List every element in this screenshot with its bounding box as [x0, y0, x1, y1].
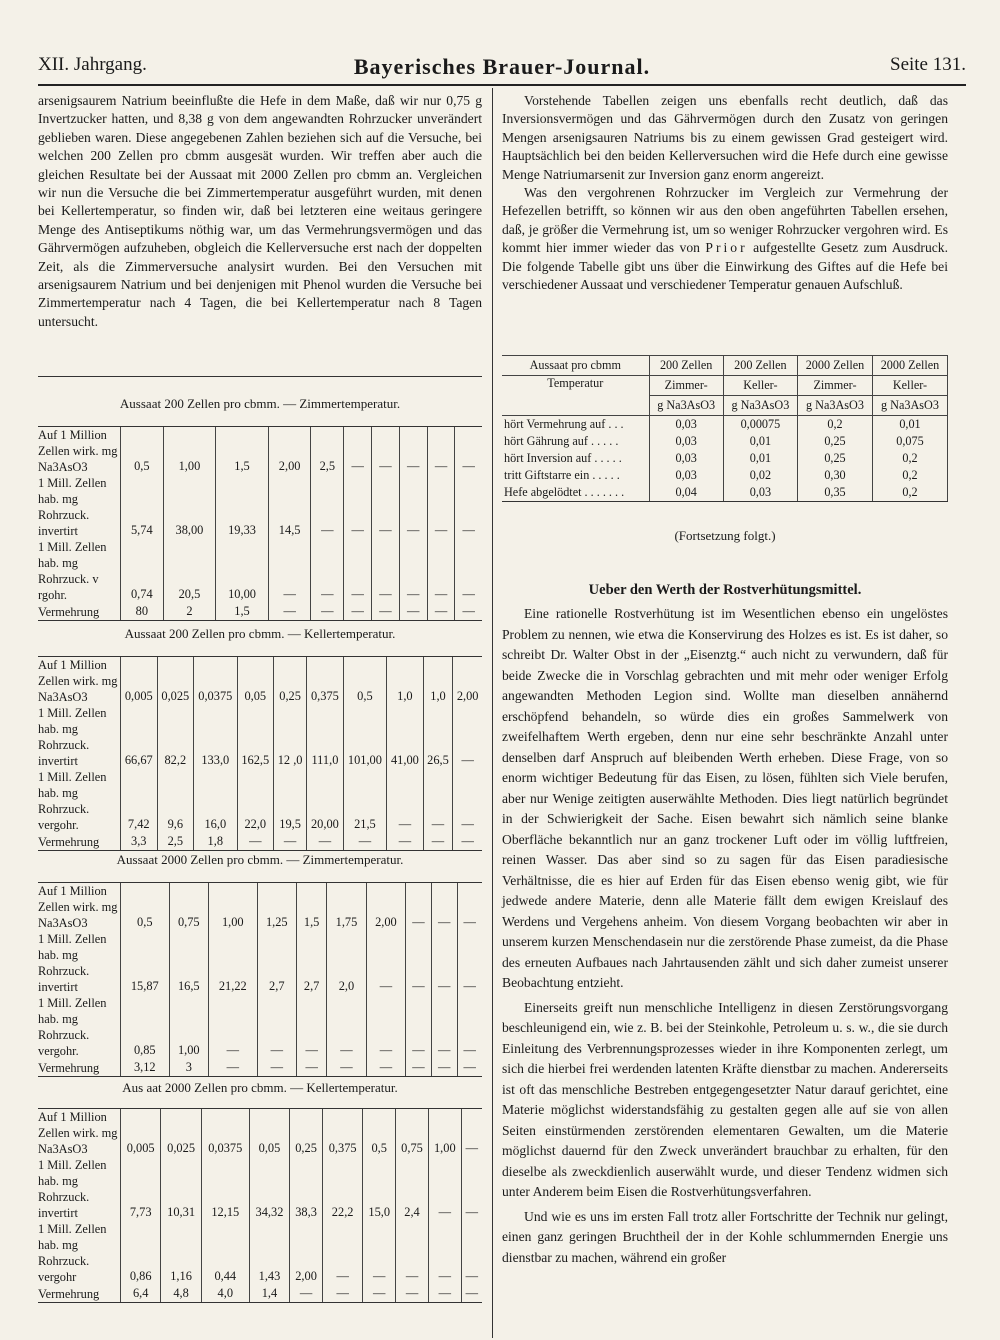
table-cell: — [237, 833, 274, 851]
row-label: Auf 1 Million Zellen wirk. mg Na3AsO3 [38, 883, 121, 932]
row-label: Vermehrung [38, 833, 121, 851]
article-body [502, 604, 948, 1272]
header-rule [38, 84, 966, 86]
row-label: hört Vermehrung auf . . . [502, 416, 649, 434]
table-cell: 15,0 [363, 1157, 396, 1221]
right-paragraph-2-part-a: Was den vergohrenen Rohrzucker im Vergleich zur Vermehrung der Hefezellen betrifft, so können wir aus den oben angeführten Tabellen ersehen, daß, je größer die Vermehrung ist, um so weniger Rohrzucker vergohren wird. Es kommt hier immer wieder das von [502, 185, 948, 256]
table-1-title: Aussaat 200 Zellen pro cbmm. — Zimmertemperatur. [119, 396, 401, 411]
table-2-title: Aussaat 200 Zellen pro cbmm. — Kellertemperatur. [124, 626, 396, 641]
row-label: Auf 1 Million Zellen wirk. mg Na3AsO3 [38, 657, 121, 706]
table-cell: 0,35 [797, 484, 872, 502]
table-cell: — [399, 427, 427, 476]
column-divider [492, 88, 493, 1338]
table-cell: — [431, 883, 457, 932]
table-cell: 0,01 [723, 433, 797, 450]
table-cell: 19,5 [274, 769, 307, 833]
table-cell: — [461, 1285, 482, 1303]
table-cell: — [311, 475, 344, 539]
table-cell: 0,05 [249, 1109, 289, 1158]
article-title: Ueber den Werth der Rostverhütungsmittel. [588, 582, 862, 598]
table-cell: 0,85 [121, 995, 170, 1059]
table-row [38, 769, 482, 833]
summary-unit-4: g Na3AsO3 [872, 396, 947, 416]
table-cell: 20,00 [307, 769, 344, 833]
right-column-text [502, 92, 948, 294]
table-cell: — [431, 1059, 457, 1077]
row-label: tritt Giftstarre ein . . . . . [502, 467, 649, 484]
table-cell: — [428, 1221, 461, 1285]
table-cell: — [327, 1059, 366, 1077]
table-row [502, 484, 948, 502]
table-cell: 2,00 [268, 427, 311, 476]
row-label: 1 Mill. Zellen hab. mg Rohrzuck. invertirt [38, 932, 107, 994]
table-cell: 0,00075 [723, 416, 797, 434]
table-cell: 0,30 [797, 467, 872, 484]
table-cell: 7,42 [121, 769, 158, 833]
table-cell: 0,03 [649, 416, 723, 434]
table-cell: 3 [169, 1059, 208, 1077]
table-cell: 9,6 [157, 769, 194, 833]
table-cell: 1,25 [257, 883, 296, 932]
table-cell: — [344, 539, 372, 603]
summary-col-3: 2000 Zellen [797, 356, 872, 376]
table-cell: 0,03 [649, 450, 723, 467]
journal-title: Bayerisches Brauer-Journal. [353, 54, 651, 79]
table-cell: 10,00 [216, 539, 269, 603]
table-cell: — [209, 1059, 258, 1077]
table-cell: 19,33 [216, 475, 269, 539]
table-cell: — [322, 1285, 362, 1303]
table-cell: — [327, 995, 366, 1059]
page-number: Seite 131. [890, 54, 966, 75]
row-label: 1 Mill. Zellen hab. mg Rohrzuck. vergohr [38, 1222, 107, 1284]
table-cell: — [406, 883, 432, 932]
table-row [38, 603, 482, 621]
table-cell: — [363, 1285, 396, 1303]
table-3-title: Aussaat 2000 Zellen pro cbmm. — Zimmertemperatur. [116, 852, 404, 867]
table-cell: — [257, 1059, 296, 1077]
table-cell: — [461, 1221, 482, 1285]
table-cell: — [307, 833, 344, 851]
table-cell: 15,87 [121, 931, 170, 995]
table-cell: 0,05 [237, 657, 274, 706]
table-1 [38, 426, 482, 621]
article-paragraph-1: Eine rationelle Rostverhütung ist im Wesentlichen ebenso ein ungelöstes Problem zu nennen, wie etwa die Konservirung des Holzes es ist. Es ist daher, so schreibt Dr. Walter Obst in der „Eisenztg.“ auch nicht zu verwundern, daß für beide Zwecke die in Vorschlag gebrachten und mit mehr oder weniger Erfolg angewandten Methoden Legion sind. Wollte man dieselben annähernd erschöpfend behandeln, so würde dies ein großes Sammelwerk von zweifelhaftem Werth ergeben, denn nur eine sehr beschränkte Anzahl unter denselben darf Anspruch auf bleibenden Werth erheben. Diese Frage, von so enorm wichtiger Bedeutung für das Eisen, zu lösen, fühlten sich Viele berufen, aber nur Wenige zeitigten auserwählte Methoden. Dies liegt natürlich begründet in der Schwierigkeit der Sache. Eisen bewahrt sich nämlich seine blanke Oberfläche bekanntlich nur an ganz trockener Luft oder im völlig luftfreien, reinen Wasser. Das aber sind so zu sagen für das Eisen paradiesische Verhältnisse, die es hier auf Erden für das Eisen ebenso wenig gibt, wie für jedwede andere Materie, denn alle Materie fällt dem ewigen Kreislauf des Werdens und Vergehens anheim. Von diesem Vorgang beobachten wir aber in unserem kurzen Menschendasein nur die zerstörende Phase zumeist, da die Phase des erneuten Aufbaues nach Jahrtausenden zählt und sich daher zumeist unserer Beobachtung entzieht. [502, 606, 948, 990]
table-cell: — [396, 1221, 429, 1285]
row-label: hört Inversion auf . . . . . [502, 450, 649, 467]
table-row [38, 931, 482, 995]
table-cell: 0,03 [723, 484, 797, 502]
table-cell: 0,74 [121, 539, 164, 603]
table-row [38, 657, 482, 706]
table-cell: — [372, 539, 400, 603]
row-label: 1 Mill. Zellen hab. mg Rohrzuck. invertirt [38, 476, 107, 538]
left-column-text [38, 92, 482, 331]
table-cell: 1,5 [216, 427, 269, 476]
table-cell: 12 ,0 [274, 705, 307, 769]
page-header [38, 54, 966, 84]
table-row [502, 450, 948, 467]
row-label: Auf 1 Million Zellen wirk. mg Na3AsO3 [38, 1109, 121, 1158]
table-cell: 20,5 [163, 539, 216, 603]
article-paragraph-2: Einerseits greift nun menschliche Intelligenz in diesen Zerstörungsvorgang beschleunigend ein, wie z. B. bei der Steinkohle, Petroleum u. s. w., die sie durch Einleitung des Verbrennungsprozesses wieder in ihre Komponenten zerlegt, um sich die hierbei frei werdenden latenten Kräfte dienstbar zu machen. Andererseits ist oft das menschliche Bestreben entgegengesetzter Natur darauf gerichtet, eine Materie möglichst widerstandsfähig zu gestalten gegen alle auf sie von allen Seiten einstürmenden zerstörenden elementaren Gewalten, um die Materie möglichst dauernd für den Zweck unverändert brauchbar zu erhalten, für den dieselbe als zweckdienlich auserwählt wurde, und dieser Tendenz widmen sich unter Anderem beim Eisen die Rostverhütungsverfahren. [502, 999, 948, 1199]
table-cell: — [457, 1059, 482, 1077]
table-cell: 80 [121, 603, 164, 621]
summary-unit-1: g Na3AsO3 [649, 396, 723, 416]
summary-header-temp: Temperatur [502, 376, 649, 416]
table-cell: — [427, 427, 455, 476]
table-cell: — [427, 603, 455, 621]
table-cell: 16,5 [169, 931, 208, 995]
table-cell: 1,5 [297, 883, 327, 932]
table-row [38, 1221, 482, 1285]
summary-unit-2: g Na3AsO3 [723, 396, 797, 416]
table-cell: — [290, 1285, 323, 1303]
table-cell: — [453, 705, 482, 769]
table-cell: — [297, 1059, 327, 1077]
table-cell: 41,00 [387, 705, 424, 769]
table-cell: — [343, 833, 386, 851]
continuation-note: (Fortsetzung folgt.) [674, 528, 776, 543]
table-cell: 0,5 [121, 427, 164, 476]
table-cell: 0,005 [121, 1109, 161, 1158]
table-cell: 0,5 [343, 657, 386, 706]
table-cell: — [366, 931, 405, 995]
row-label: Vermehrung [38, 603, 121, 621]
table-cell: 1,43 [249, 1221, 289, 1285]
table-cell: 0,2 [872, 467, 947, 484]
table-cell: 3,12 [121, 1059, 170, 1077]
table-cell: 0,0375 [201, 1109, 249, 1158]
table-cell: 12,15 [201, 1157, 249, 1221]
table-cell: 2 [163, 603, 216, 621]
table-cell: 0,25 [797, 433, 872, 450]
table-row [38, 1059, 482, 1077]
table-cell: — [366, 995, 405, 1059]
table-row [38, 1285, 482, 1303]
table-cell: — [427, 539, 455, 603]
table-cell: 1,16 [161, 1221, 201, 1285]
table-cell: 6,4 [121, 1285, 161, 1303]
table-row [38, 539, 482, 603]
table-cell: 22,0 [237, 769, 274, 833]
table-cell: 0,0375 [194, 657, 237, 706]
table-cell: 0,375 [307, 657, 344, 706]
table-row [38, 475, 482, 539]
table-cell: 21,22 [209, 931, 258, 995]
table-cell: — [372, 475, 400, 539]
table-cell: 162,5 [237, 705, 274, 769]
row-label: 1 Mill. Zellen hab. mg Rohrzuck. v rgohr. [38, 540, 107, 602]
summary-temp-2: Keller- [723, 376, 797, 396]
table-cell: 2,7 [297, 931, 327, 995]
author-prior: Prior [705, 240, 748, 256]
table-cell: 38,3 [290, 1157, 323, 1221]
table-cell: 2,00 [366, 883, 405, 932]
table-cell: — [387, 833, 424, 851]
table-cell: — [431, 995, 457, 1059]
table-cell: — [406, 931, 432, 995]
table-cell: 22,2 [322, 1157, 362, 1221]
table-cell: 4,0 [201, 1285, 249, 1303]
table-cell: 26,5 [423, 705, 453, 769]
table-row [38, 833, 482, 851]
table-row [38, 883, 482, 932]
table-cell: — [311, 603, 344, 621]
table-cell: 0,2 [872, 450, 947, 467]
table-cell: 111,0 [307, 705, 344, 769]
table-cell: 0,75 [169, 883, 208, 932]
table-cell: — [297, 995, 327, 1059]
table-cell: — [372, 603, 400, 621]
table-3 [38, 882, 482, 1077]
article-paragraph-3: Und wie es uns im ersten Fall trotz aller Fortschritte der Technik nur gelingt, einen ganz geringen Bruchtheil der in der Kohle schlummernden Energie uns dienstbar zu machen, während ein großer [502, 1208, 948, 1265]
summary-unit-3: g Na3AsO3 [797, 396, 872, 416]
row-label: Hefe abgelödtet . . . . . . . [502, 484, 649, 502]
table-row [38, 995, 482, 1059]
table-cell: — [257, 995, 296, 1059]
table-cell: 0,5 [121, 883, 170, 932]
table-cell: 133,0 [194, 705, 237, 769]
row-label: 1 Mill. Zellen hab. mg Rohrzuck. invertirt [38, 1158, 107, 1220]
table-cell: — [311, 539, 344, 603]
table-cell: 1,00 [169, 995, 208, 1059]
table-row [502, 467, 948, 484]
table-cell: 0,01 [872, 416, 947, 434]
row-label: 1 Mill. Zellen hab. mg Rohrzuck. vergohr. [38, 996, 107, 1058]
volume-label: XII. Jahrgang. [38, 54, 147, 75]
table-cell: 1,4 [249, 1285, 289, 1303]
table-cell: — [455, 475, 482, 539]
table-cell: 101,00 [343, 705, 386, 769]
table-cell: — [453, 833, 482, 851]
table-cell: 2,00 [453, 657, 482, 706]
table-cell: — [274, 833, 307, 851]
table-cell: — [209, 995, 258, 1059]
table-cell: 38,00 [163, 475, 216, 539]
table-cell: — [406, 995, 432, 1059]
table-cell: 0,375 [322, 1109, 362, 1158]
table-cell: — [399, 475, 427, 539]
table-cell: 0,025 [157, 657, 194, 706]
separator-rule [38, 376, 482, 377]
table-cell: 0,25 [290, 1109, 323, 1158]
row-label: Auf 1 Million Zellen wirk. mg Na3AsO3 [38, 427, 121, 476]
summary-header-aussaat: Aussaat pro cbmm [502, 356, 649, 376]
table-cell: 21,5 [343, 769, 386, 833]
table-cell: 2,5 [157, 833, 194, 851]
table-cell: — [455, 427, 482, 476]
table-row [502, 416, 948, 434]
table-4-title: Aus aat 2000 Zellen pro cbmm. — Kellertemperatur. [122, 1080, 398, 1095]
table-cell: — [406, 1059, 432, 1077]
table-cell: 2,00 [290, 1221, 323, 1285]
table-4 [38, 1108, 482, 1303]
right-paragraph-2 [502, 184, 948, 294]
table-2 [38, 656, 482, 851]
table-cell: 1,75 [327, 883, 366, 932]
table-cell: 0,01 [723, 450, 797, 467]
table-cell: — [372, 427, 400, 476]
summary-temp-4: Keller- [872, 376, 947, 396]
table-cell: — [457, 931, 482, 995]
right-paragraph-1: Vorstehende Tabellen zeigen uns ebenfalls recht deutlich, daß das Inversionsvermögen und das Gährvermögen durch den Zusatz von geringen Mengen arsenigsauren Natriums bis zu einem gewissen Grad gesteigert wird. Hauptsächlich bei den beiden Kellerversuchen wird die Hefe durch eine gewisse Menge Natriumarsenit zur Inversion ganz enorm angereizt. [502, 93, 948, 182]
summary-col-2: 200 Zellen [723, 356, 797, 376]
table-cell: — [396, 1285, 429, 1303]
table-cell: 0,75 [396, 1109, 429, 1158]
table-cell: 0,2 [797, 416, 872, 434]
table-cell: 0,25 [797, 450, 872, 467]
table-cell: — [455, 603, 482, 621]
table-cell: — [457, 995, 482, 1059]
table-cell: — [453, 769, 482, 833]
table-cell: 0,075 [872, 433, 947, 450]
table-cell: — [399, 539, 427, 603]
summary-temp-3: Zimmer- [797, 376, 872, 396]
table-row [38, 1157, 482, 1221]
table-cell: 0,86 [121, 1221, 161, 1285]
table-cell: — [428, 1285, 461, 1303]
table-cell: — [455, 539, 482, 603]
table-row [38, 1109, 482, 1158]
table-cell: 0,03 [649, 433, 723, 450]
table-cell: 1,8 [194, 833, 237, 851]
table-cell: 0,2 [872, 484, 947, 502]
row-label: 1 Mill. Zellen hab. mg Rohrzuck. vergohr. [38, 770, 107, 832]
table-cell: — [431, 931, 457, 995]
table-cell: — [268, 539, 311, 603]
table-cell: 0,02 [723, 467, 797, 484]
table-cell: 1,0 [423, 657, 453, 706]
table-cell: 2,7 [257, 931, 296, 995]
table-cell: 14,5 [268, 475, 311, 539]
table-cell: — [344, 427, 372, 476]
table-cell: 0,44 [201, 1221, 249, 1285]
table-cell: — [461, 1157, 482, 1221]
row-label: 1 Mill. Zellen hab. mg Rohrzuck. invertirt [38, 706, 107, 768]
table-cell: 2,4 [396, 1157, 429, 1221]
table-cell: — [461, 1109, 482, 1158]
right-paragraph-2-part-c: aufgestellte Gesetz zum Ausdruck. Die folgende Tabelle gibt uns über die Einwirkung des Giftes auf die Hefe bei verschiedener Aussaat und verschiedener Temperatur genauen Aufschluß. [502, 240, 948, 293]
table-cell: — [322, 1221, 362, 1285]
table-cell: — [268, 603, 311, 621]
table-cell: 66,67 [121, 705, 158, 769]
table-cell: — [428, 1157, 461, 1221]
summary-table [502, 355, 948, 502]
table-row [38, 427, 482, 476]
table-cell: 1,00 [163, 427, 216, 476]
table-cell: 0,025 [161, 1109, 201, 1158]
summary-temp-1: Zimmer- [649, 376, 723, 396]
table-cell: 34,32 [249, 1157, 289, 1221]
row-label: Vermehrung [38, 1285, 121, 1303]
table-cell: — [344, 475, 372, 539]
table-cell: 3,3 [121, 833, 158, 851]
table-cell: 0,5 [363, 1109, 396, 1158]
table-cell: 5,74 [121, 475, 164, 539]
table-cell: 82,2 [157, 705, 194, 769]
table-cell: 1,00 [209, 883, 258, 932]
table-cell: 0,04 [649, 484, 723, 502]
table-cell: — [363, 1221, 396, 1285]
table-cell: 7,73 [121, 1157, 161, 1221]
table-cell: — [457, 883, 482, 932]
summary-col-1: 200 Zellen [649, 356, 723, 376]
table-cell: 0,03 [649, 467, 723, 484]
table-cell: 1,0 [387, 657, 424, 706]
table-cell: — [366, 1059, 405, 1077]
summary-col-4: 2000 Zellen [872, 356, 947, 376]
table-cell: 1,5 [216, 603, 269, 621]
table-cell: — [427, 475, 455, 539]
table-cell: 2,0 [327, 931, 366, 995]
table-cell: 1,00 [428, 1109, 461, 1158]
table-cell: — [344, 603, 372, 621]
table-cell: 0,005 [121, 657, 158, 706]
row-label: Vermehrung [38, 1059, 121, 1077]
table-cell: 4,8 [161, 1285, 201, 1303]
table-cell: 16,0 [194, 769, 237, 833]
table-row [502, 433, 948, 450]
table-cell: — [423, 833, 453, 851]
row-label: hört Gährung auf . . . . . [502, 433, 649, 450]
left-paragraph: arsenigsaurem Natrium beeinflußte die Hefe in dem Maße, daß wir nur 0,75 g Invertzucker hatten, und 8,38 g von dem angewandten Rohrzucker unverändert geblieben waren. Diese angegebenen Zahlen beziehen sich auf die Versuche, bei welchen 200 Zellen pro cbmm ausgesät wurden. Wir treffen aber auch die gleichen Resultate bei der Aussaat mit 2000 Zellen pro cbmm an. Vergleichen wir nun die Versuche die bei Zimmertemperatur ausgeführt wurden, mit denen bei Kellertemperatur, so finden wir, daß bei letzteren eine weitaus geringere Menge des Antiseptikums nöthig war, um das Vermehrungsvermögen und das Gährvermögen aufzuheben, obgleich die Kellerversuche erst nach der doppelten Zeit, als die Zimmerversuche analysirt wurden. Bei den Versuchen mit arsenigsaurem Natrium und bei denjenigen mit Phenol wurden die Versuche bei Zimmertemperatur nach 4 Tagen, die bei Kellertemperatur nach 8 Tagen untersucht. [38, 93, 482, 329]
table-cell: — [423, 769, 453, 833]
table-cell: 2,5 [311, 427, 344, 476]
table-cell: — [387, 769, 424, 833]
table-cell: 0,25 [274, 657, 307, 706]
table-cell: — [399, 603, 427, 621]
table-row [38, 705, 482, 769]
table-cell: 10,31 [161, 1157, 201, 1221]
